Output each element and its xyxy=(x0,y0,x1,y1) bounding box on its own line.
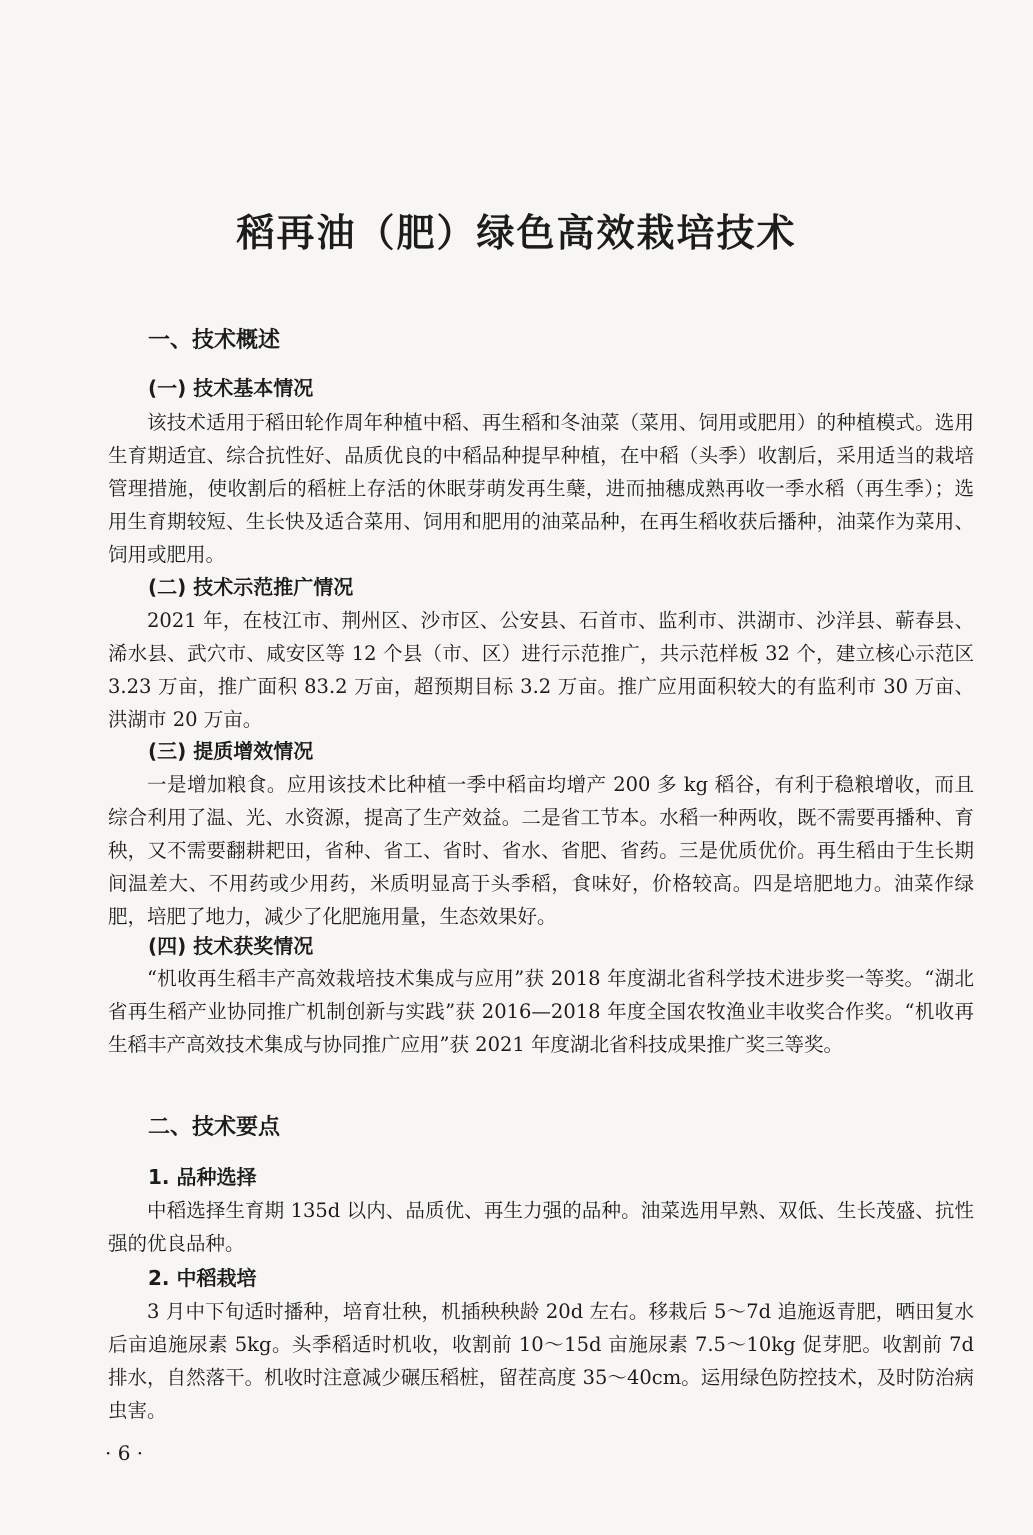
subsection-heading-awards: (四) 技术获奖情况 xyxy=(148,934,314,958)
page-number: · 6 · xyxy=(105,1441,144,1465)
subsection-heading-mid-rice-cultivation: 2. 中稻栽培 xyxy=(148,1266,257,1290)
paragraph-demo-promotion: 2021 年，在枝江市、荆州区、沙市区、公安县、石首市、监利市、洪湖市、沙洋县、蕲春县、浠水县、武穴市、咸安区等 12 个县（市、区）进行示范推广，共示范样板 32 个，建立核心示范区 3.23 万亩，推广面积 83.2 万亩，超预期目标 3.2 万亩。推广应用面积较大的有监利市 30 万亩、洪湖市 20 万亩。 xyxy=(108,609,974,731)
paragraph-variety-selection: 中稻选择生育期 135d 以内、品质优、再生力强的品种。油菜选用早熟、双低、生长茂盛、抗性强的优良品种。 xyxy=(108,1199,974,1255)
subsection-heading-demo-promotion: (二) 技术示范推广情况 xyxy=(148,575,354,599)
paragraph-awards: “机收再生稻丰产高效栽培技术集成与应用”获 2018 年度湖北省科学技术进步奖一等奖。“湖北省再生稻产业协同推广机制创新与实践”获 2016—2018 年度全国农牧渔业丰收奖合作奖。“机收再生稻丰产高效技术集成与协同推广应用”获 2021 年度湖北省科技成果推广奖三等奖。 xyxy=(108,967,974,1056)
paragraph-basic-info: 该技术适用于稻田轮作周年种植中稻、再生稻和冬油菜（菜用、饲用或肥用）的种植模式。选用生育期适宜、综合抗性好、品质优良的中稻品种提早种植，在中稻（头季）收割后，采用适当的栽培管理措施，使收割后的稻桩上存活的休眠芽萌发再生蘖，进而抽穗成熟再收一季水稻（再生季）；选用生育期较短、生长快及适合菜用、饲用和肥用的油菜品种，在再生稻收获后播种，油菜作为菜用、饲用或肥用。 xyxy=(108,411,974,566)
section-heading-overview: 一、技术概述 xyxy=(148,328,281,353)
paragraph-benefits: 一是增加粮食。应用该技术比种植一季中稻亩均增产 200 多 kg 稻谷，有利于稳粮增收，而且综合利用了温、光、水资源，提高了生产效益。二是省工节本。水稻一种两收，既不需要再播种、育秧，又不需要翻耕耙田，省种、省工、省时、省水、省肥、省药。三是优质优价。再生稻由于生长期间温差大、不用药或少用药，米质明显高于头季稻，食味好，价格较高。四是培肥地力。油菜作绿肥，培肥了地力，减少了化肥施用量，生态效果好。 xyxy=(108,773,974,928)
subsection-heading-benefits: (三) 提质增效情况 xyxy=(148,739,314,763)
section-heading-key-points: 二、技术要点 xyxy=(148,1115,281,1140)
subsection-heading-variety-selection: 1. 品种选择 xyxy=(148,1165,257,1189)
page-title: 稻再油（肥）绿色高效栽培技术 xyxy=(236,211,797,255)
paragraph-mid-rice-cultivation: 3 月中下旬适时播种，培育壮秧，机插秧秧龄 20d 左右。移栽后 5～7d 追施返青肥，晒田复水后亩追施尿素 5kg。头季稻适时机收，收割前 10～15d 亩施尿素 7.5～10kg 促芽肥。收割前 7d 排水，自然落干。机收时注意减少碾压稻桩，留茬高度 35～40cm。运用绿色防控技术，及时防治病虫害。 xyxy=(108,1300,974,1422)
subsection-heading-basic-info: (一) 技术基本情况 xyxy=(148,376,314,400)
